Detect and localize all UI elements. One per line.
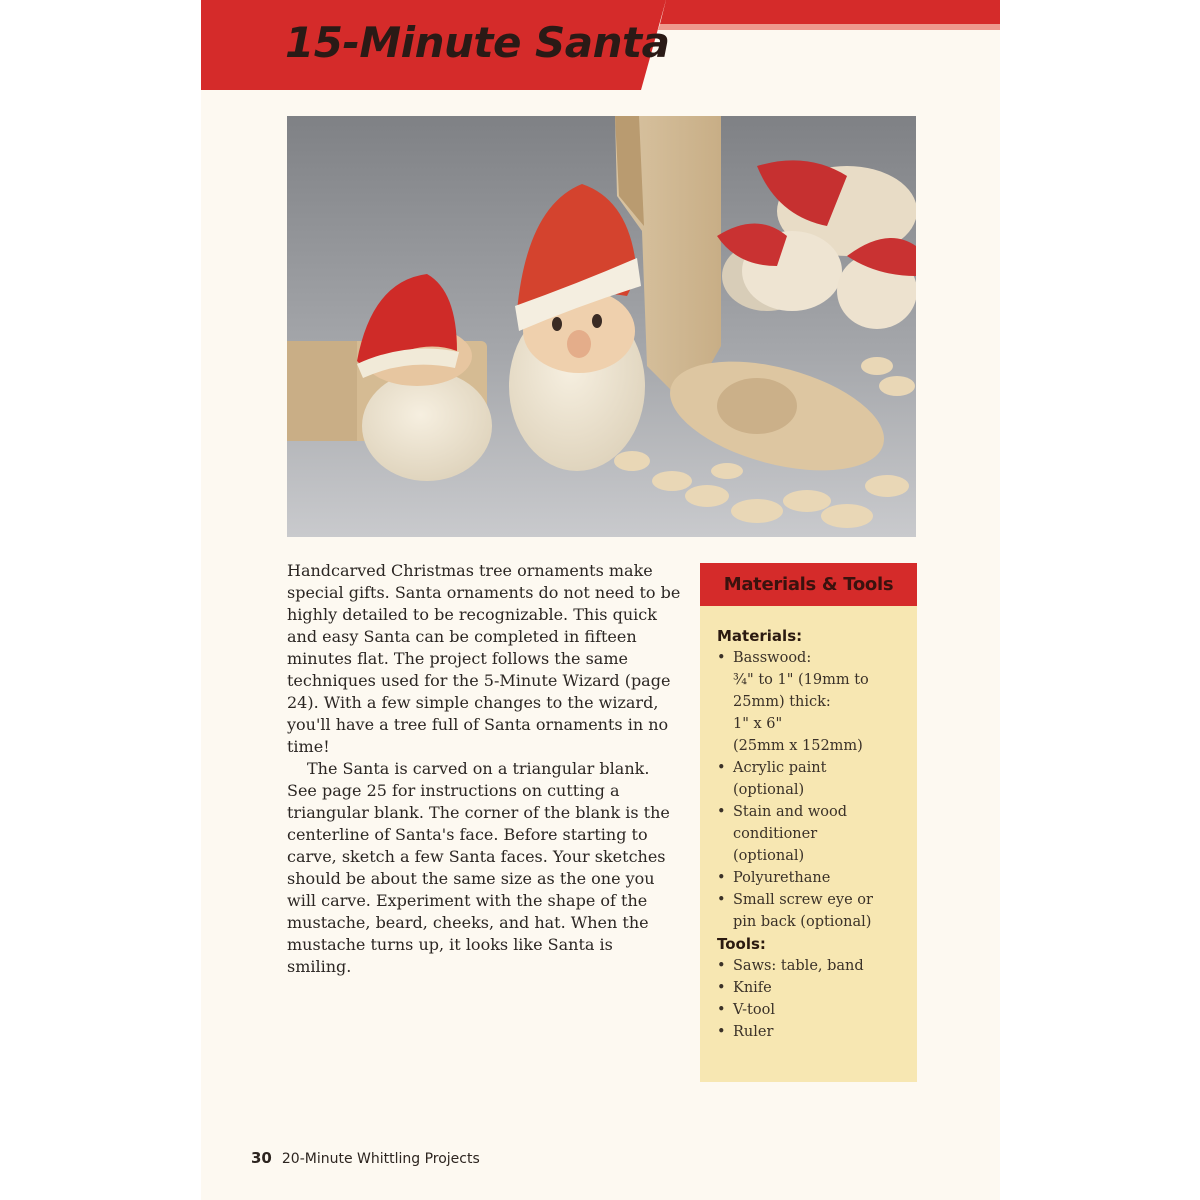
materials-heading: Materials: bbox=[717, 627, 803, 645]
materials-item-line: • Stain and wood bbox=[733, 804, 848, 820]
book-page bbox=[201, 0, 1000, 1200]
body-text bbox=[287, 560, 681, 978]
materials-item-line: • Acrylic paint bbox=[733, 760, 827, 776]
materials-item-line: 1" x 6" bbox=[733, 716, 783, 732]
tools-item: • Ruler bbox=[717, 1021, 911, 1043]
tools-list bbox=[717, 955, 911, 1043]
materials-item bbox=[717, 801, 911, 867]
materials-item-line: (optional) bbox=[733, 782, 805, 798]
materials-item bbox=[717, 889, 911, 933]
photo-illustration bbox=[287, 116, 916, 537]
tools-heading: Tools: bbox=[717, 935, 766, 953]
sidebar-body bbox=[700, 606, 917, 1043]
page-number: 30 bbox=[251, 1149, 272, 1167]
materials-item-line: ¾" to 1" (19mm to bbox=[733, 672, 869, 688]
tools-item: • Saws: table, band bbox=[717, 955, 911, 977]
materials-item bbox=[717, 757, 911, 801]
materials-item-line: (25mm x 152mm) bbox=[733, 738, 863, 754]
materials-item-line: conditioner bbox=[733, 826, 818, 842]
materials-item-line: pin back (optional) bbox=[733, 914, 872, 930]
book-title: 20-Minute Whittling Projects bbox=[281, 1151, 480, 1167]
materials-item-line: 25mm) thick: bbox=[733, 694, 831, 710]
page-footer bbox=[251, 1148, 480, 1167]
santa-carvings-photo bbox=[287, 116, 916, 537]
materials-item bbox=[717, 647, 911, 757]
tools-item: • Knife bbox=[717, 977, 911, 999]
body-paragraph-2: The Santa is carved on a triangular blank. See page 25 for instructions on cutting a triangular blank. The corner of the blank is the centerline of Santa's face. Before starting to carve, sketch a few Santa faces. Your sketches should be about the same size as the one you will carve. Experiment with the shape of the mustache, beard, cheeks, and hat. When the mustache turns up, it looks like Santa is smiling. bbox=[287, 759, 670, 976]
materials-item-line: (optional) bbox=[733, 848, 805, 864]
materials-item-line: • Small screw eye or bbox=[733, 892, 873, 908]
body-paragraph-1: Handcarved Christmas tree ornaments make special gifts. Santa ornaments do not need to be highly detailed to be recognizable. This quick and easy Santa can be completed in fifteen minutes flat. The project follows the same techniques used for the 5-Minute Wizard (page 24). With a few simple changes to the wizard, you'll have a tree full of Santa ornaments in no time! bbox=[287, 561, 681, 756]
materials-list bbox=[717, 647, 911, 933]
page-title: 15-Minute Santa bbox=[285, 18, 670, 67]
tools-item: • V-tool bbox=[717, 999, 911, 1021]
materials-item bbox=[717, 867, 911, 889]
materials-tools-sidebar bbox=[700, 563, 917, 1082]
title-banner bbox=[201, 0, 1000, 90]
materials-item-line: • Polyurethane bbox=[733, 870, 831, 886]
materials-item-line: • Basswood: bbox=[733, 650, 812, 666]
sidebar-heading: Materials & Tools bbox=[700, 563, 917, 606]
